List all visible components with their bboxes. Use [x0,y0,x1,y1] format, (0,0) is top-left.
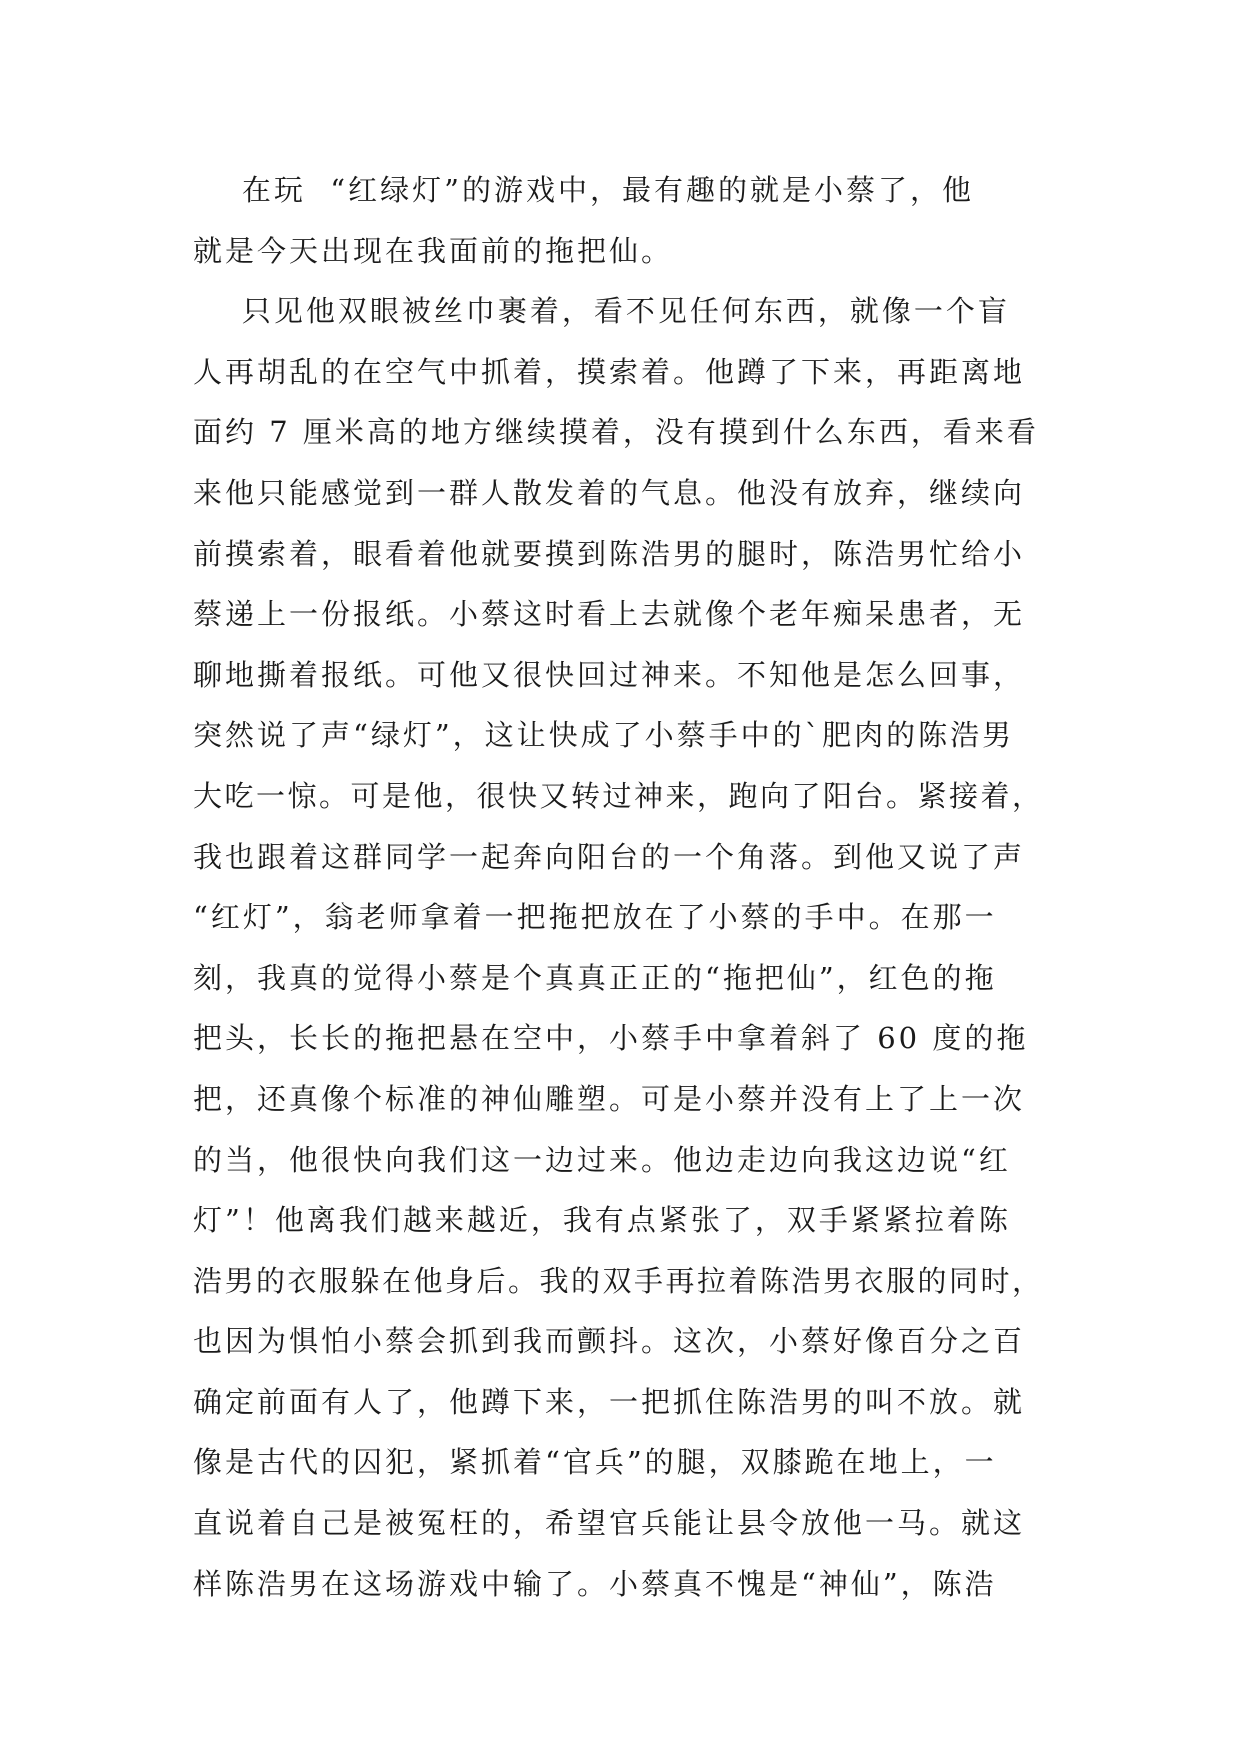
text-line: 刻，我真的觉得小蔡是个真真正正的“拖把仙”，红色的拖 [193,960,997,995]
text-line: 把头，长长的拖把悬在空中，小蔡手中拿着斜了 60 度的拖 [193,1021,1029,1056]
text-line: 像是古代的囚犯，紧抓着“官兵”的腿，双膝跪在地上，一 [193,1445,997,1480]
text-line: 我也跟着这群同学一起奔向阳台的一个角落。到他又说了声 [193,839,1026,874]
text-line: 前摸索着，眼看着他就要摸到陈浩男的腿时，陈浩男忙给小 [193,536,1026,571]
text-line: 确定前面有人了，他蹲下来，一把抓住陈浩男的叫不放。就 [193,1384,1026,1419]
essay-body [193,160,1053,1614]
text-line: 大吃一惊。可是他，很快又转过神来，跑向了阳台。紧接着， [193,778,1044,813]
text-line: 把，还真像个标准的神仙雕塑。可是小蔡并没有上了上一次 [193,1081,1026,1116]
text-line: 蔡递上一份报纸。小蔡这时看上去就像个老年痴呆患者，无 [193,597,1026,632]
text-line: 灯”！他离我们越来越近，我有点紧张了，双手紧紧拉着陈 [193,1203,1011,1238]
text-line: 来他只能感觉到一群人散发着的气息。他没有放弃，继续向 [193,475,1026,510]
text-line: 聊地撕着报纸。可他又很快回过神来。不知他是怎么回事， [193,657,1026,692]
text-line: 人再胡乱的在空气中抓着，摸索着。他蹲了下来，再距离地 [193,354,1026,389]
text-line: 只见他双眼被丝巾裹着，看不见任何东西，就像一个盲 [193,294,1010,329]
text-line: “红灯”，翁老师拿着一把拖把放在了小蔡的手中。在那一 [193,900,997,935]
text-line: 面约 7 厘米高的地方继续摸着，没有摸到什么东西，看来看 [193,415,1039,450]
text-line: 浩男的衣服躲在他身后。我的双手再拉着陈浩男衣服的同时， [193,1263,1044,1298]
text-line: 的当，他很快向我们这一边过来。他边走边向我这边说“红 [193,1142,1011,1177]
text-line: 直说着自己是被冤枉的，希望官兵能让县令放他一马。就这 [193,1506,1026,1541]
text-line: 就是今天出现在我面前的拖把仙。 [193,233,674,268]
text-line: 样陈浩男在这场游戏中输了。小蔡真不愧是“神仙”，陈浩 [193,1566,997,1601]
text-line: 突然说了声“绿灯”，这让快成了小蔡手中的`肥肉的陈浩男 [193,718,1015,753]
text-line: 在玩 “红绿灯”的游戏中，最有趣的就是小蔡了，他 [193,173,974,207]
text-line: 也因为惧怕小蔡会抓到我而颤抖。这次，小蔡好像百分之百 [193,1324,1026,1359]
